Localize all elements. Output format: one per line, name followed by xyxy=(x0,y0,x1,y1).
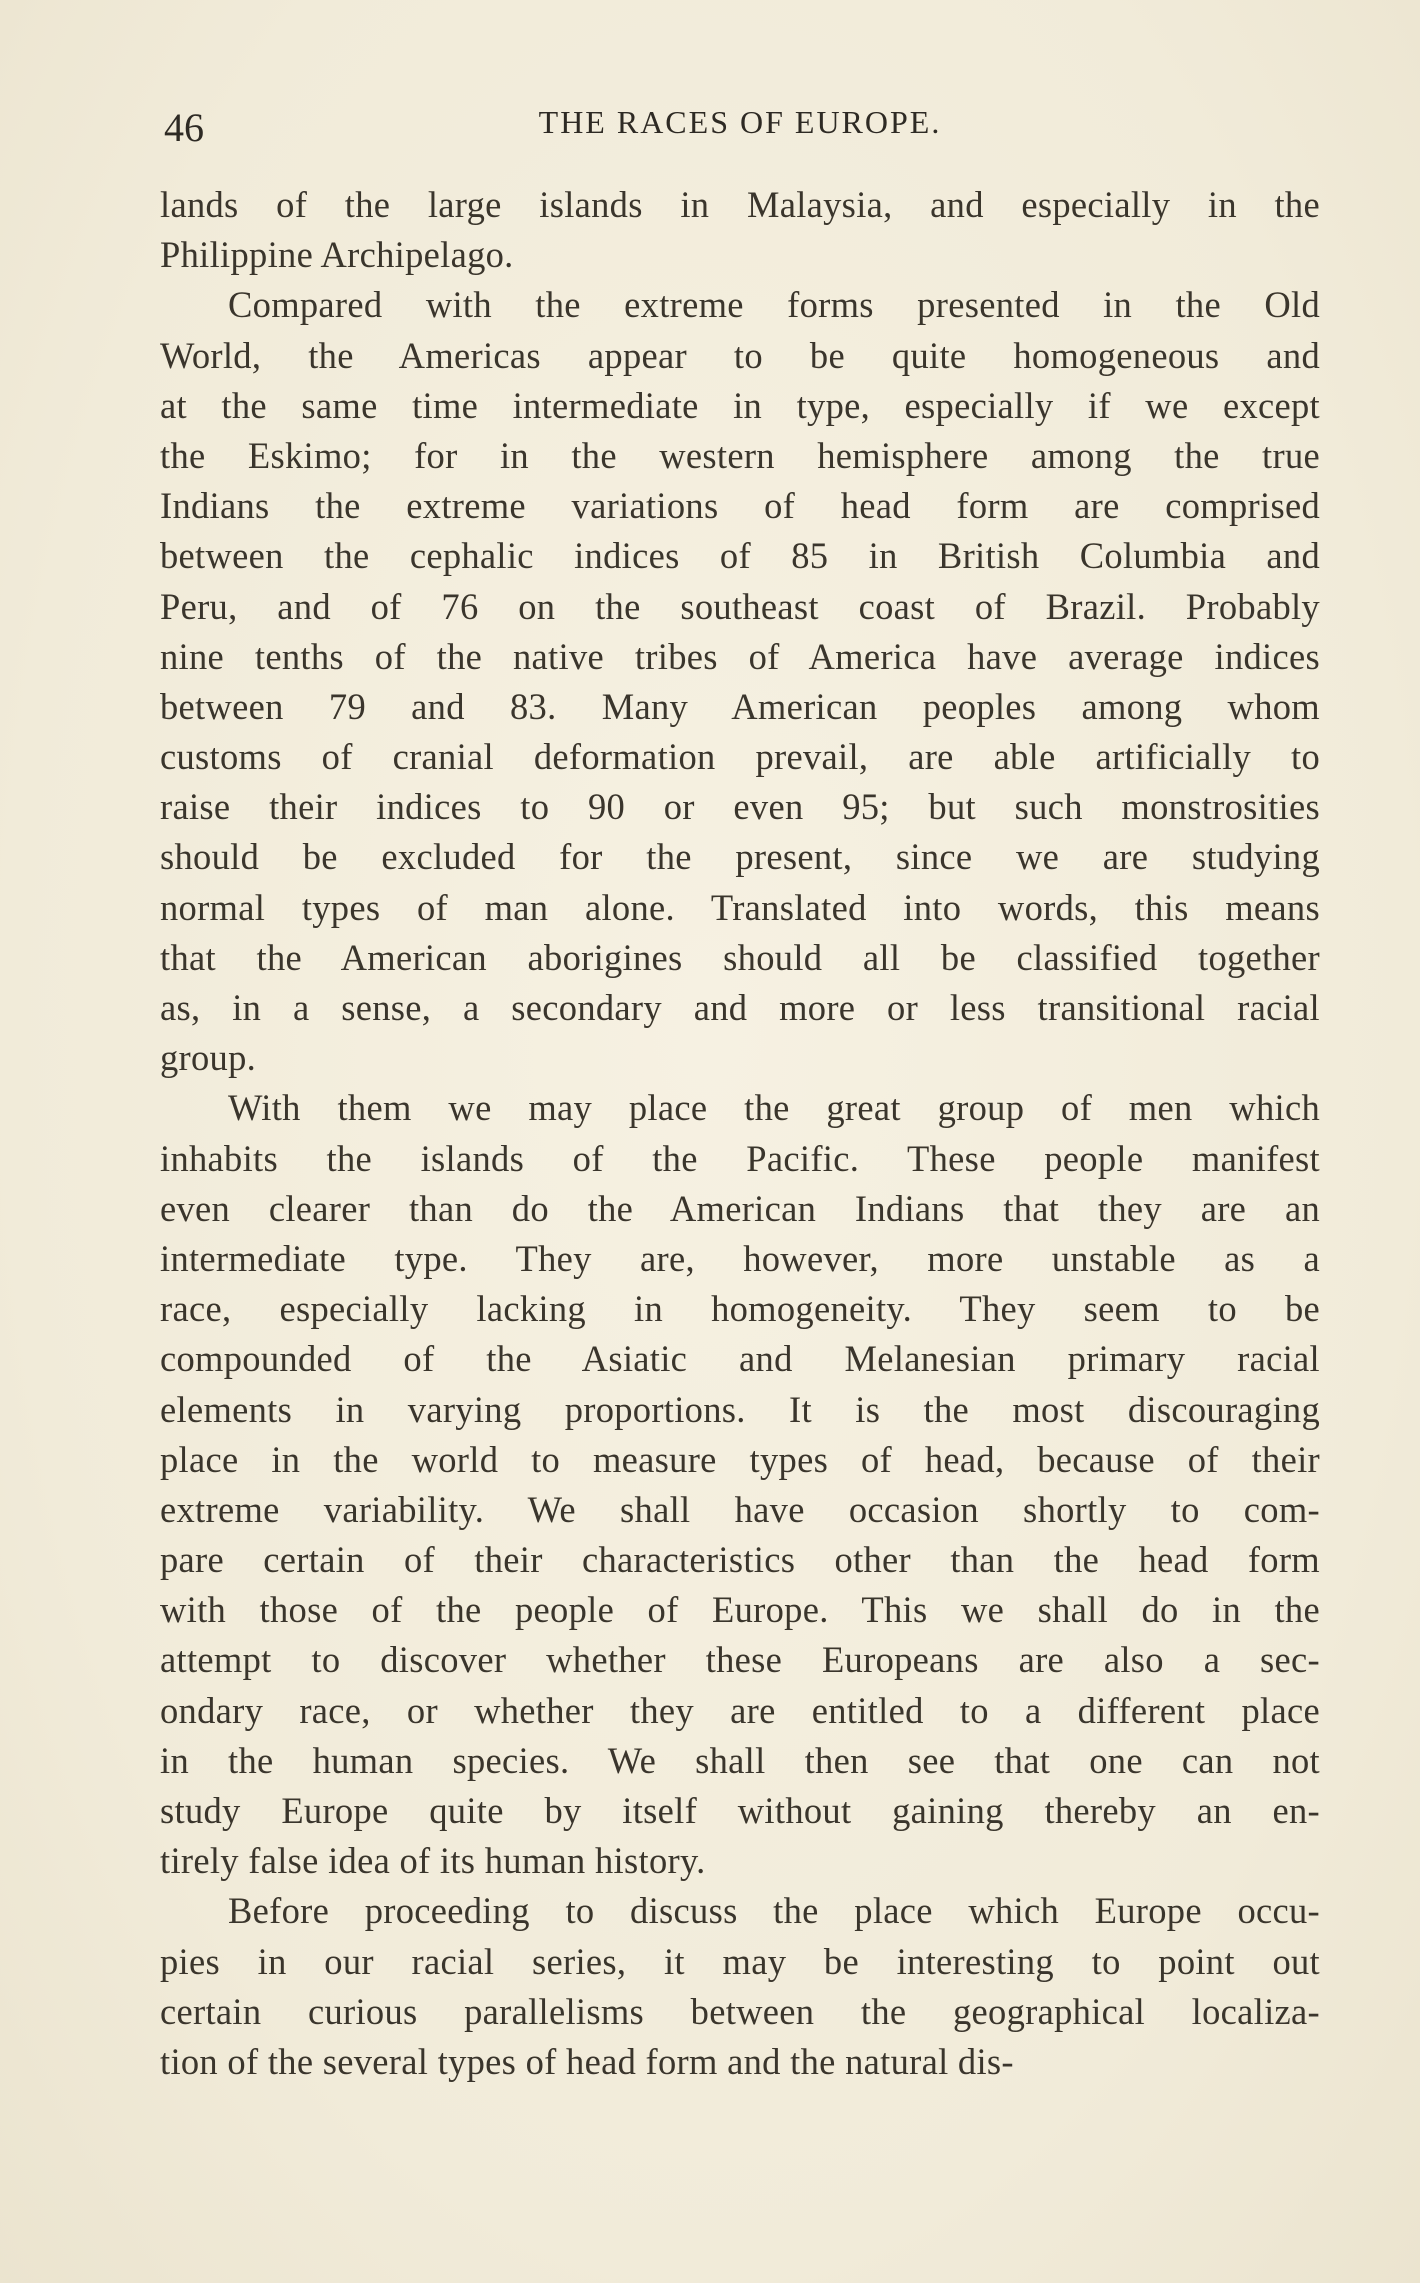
text-line: that the American aborigines should all be classified together xyxy=(160,936,1320,978)
running-head: THE RACES OF EUROPE. xyxy=(538,104,942,140)
text-line: place in the world to measure types of head, because of their xyxy=(160,1438,1320,1480)
paragraph xyxy=(160,180,1320,280)
text-line: tirely false idea of its human history. xyxy=(160,1840,706,1882)
text-line: intermediate type. They are, however, more unstable as a xyxy=(160,1237,1320,1279)
text-line: Philippine Archipelago. xyxy=(160,234,514,276)
text-line: the Eskimo; for in the western hemisphere among the true xyxy=(160,434,1320,476)
text-line: race, especially lacking in homogeneity. They seem to be xyxy=(160,1288,1320,1330)
text-line: certain curious parallelisms between the geographical localiza- xyxy=(160,1990,1320,2032)
text-line: World, the Americas appear to be quite homogeneous and xyxy=(160,334,1320,376)
text-line: attempt to discover whether these Europeans are also a sec- xyxy=(160,1639,1320,1681)
text-line: with those of the people of Europe. This we shall do in the xyxy=(160,1589,1320,1631)
text-line: study Europe quite by itself without gaining thereby an en- xyxy=(160,1790,1320,1831)
text-line: Peru, and of 76 on the southeast coast of Brazil. Probably xyxy=(160,585,1320,627)
page-header xyxy=(160,96,1320,156)
text-line: group. xyxy=(160,1037,257,1079)
text-line: pare certain of their characteristics other than the head form xyxy=(160,1539,1320,1581)
body-text xyxy=(160,180,1320,2087)
page-number: 46 xyxy=(164,105,204,150)
text-line: raise their indices to 90 or even 95; but such monstrosities xyxy=(160,786,1320,828)
text-line: compounded of the Asiatic and Melanesian primary racial xyxy=(160,1338,1320,1380)
text-line: ondary race, or whether they are entitled to a different place xyxy=(160,1689,1320,1731)
text-line: Indians the extreme variations of head form are comprised xyxy=(160,485,1320,527)
text-line: Compared with the extreme forms presented in the Old xyxy=(228,284,1320,326)
text-line: normal types of man alone. Translated into words, this means xyxy=(160,886,1320,928)
text-line: at the same time intermediate in type, especially if we except xyxy=(160,384,1320,426)
text-line: extreme variability. We shall have occasion shortly to com- xyxy=(160,1488,1320,1530)
paragraph xyxy=(160,1886,1320,2087)
text-line: lands of the large islands in Malaysia, and especially in the xyxy=(160,184,1320,225)
text-line: in the human species. We shall then see that one can not xyxy=(160,1739,1320,1781)
text-line: tion of the several types of head form and the natural dis- xyxy=(160,2040,1014,2082)
text-line: pies in our racial series, it may be interesting to point out xyxy=(160,1940,1320,1982)
text-line: Before proceeding to discuss the place which Europe occu- xyxy=(228,1890,1320,1932)
paragraph xyxy=(160,1083,1320,1886)
text-line: as, in a sense, a secondary and more or less transitional racial xyxy=(160,987,1320,1028)
text-line: even clearer than do the American Indians that they are an xyxy=(160,1187,1320,1229)
text-line: customs of cranial deformation prevail, are able artificially to xyxy=(160,736,1320,778)
text-line: nine tenths of the native tribes of America have average indices xyxy=(160,635,1320,677)
text-line: With them we may place the great group of men which xyxy=(228,1087,1320,1129)
text-line: elements in varying proportions. It is the most discouraging xyxy=(160,1388,1320,1430)
paragraph xyxy=(160,280,1320,1083)
text-line: inhabits the islands of the Pacific. These people manifest xyxy=(160,1137,1320,1179)
text-line: between 79 and 83. Many American peoples among whom xyxy=(160,685,1320,727)
text-line: should be excluded for the present, since we are studying xyxy=(160,836,1320,878)
text-line: between the cephalic indices of 85 in British Columbia and xyxy=(160,535,1320,577)
